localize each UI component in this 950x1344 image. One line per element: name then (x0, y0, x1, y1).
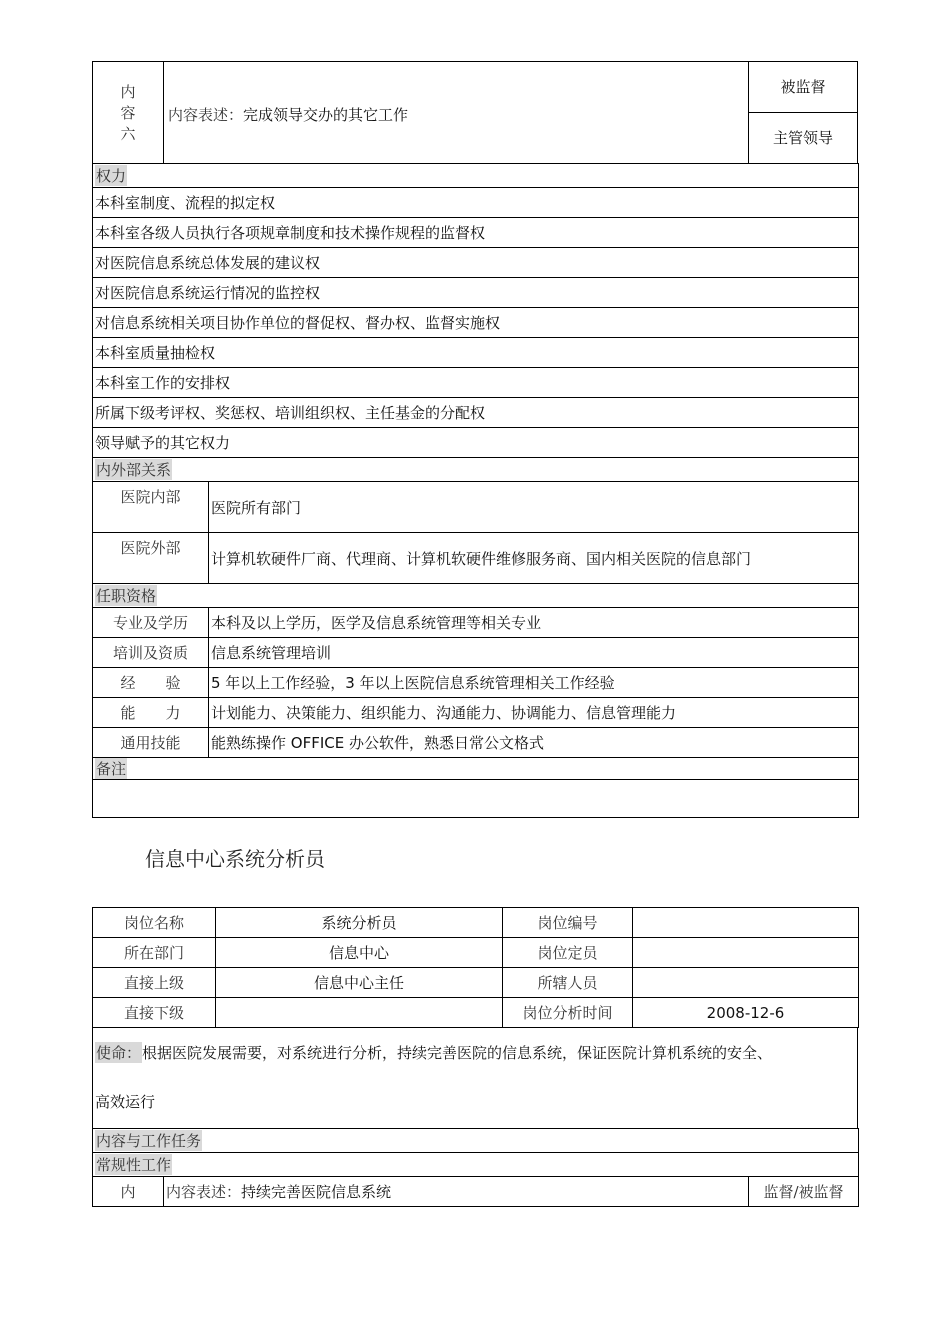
relations-outer-value: 计算机软硬件厂商、代理商、计算机软硬件维修服务商、国内相关医院的信息部门 (209, 533, 859, 584)
power-item: 本科室工作的安排权 (93, 368, 859, 398)
post-no-value (633, 908, 859, 938)
power-item: 对医院信息系统总体发展的建议权 (93, 248, 859, 278)
subordinate-value (216, 998, 503, 1028)
item6-desc: 完成领导交办的其它工作 (243, 106, 409, 124)
remarks-body (93, 780, 859, 818)
power-heading: 权力 (96, 167, 127, 185)
post-no-label: 岗位编号 (503, 908, 633, 938)
analysis-time-label: 岗位分析时间 (503, 998, 633, 1028)
item6-block (92, 61, 858, 164)
power-item: 本科室各级人员执行各项规章制度和技术操作规程的监督权 (93, 218, 859, 248)
power-heading-cell (93, 164, 859, 188)
power-table (92, 163, 859, 482)
qualification-label: 培训及资质 (93, 638, 209, 668)
post-info-table (92, 907, 859, 1028)
qualification-value: 本科及以上学历，医学及信息系统管理等相关专业 (209, 608, 859, 638)
tasks-heading: 内容与工作任务 (96, 1132, 202, 1150)
power-item: 本科室质量抽检权 (93, 338, 859, 368)
power-item: 本科室制度、流程的拟定权 (93, 188, 859, 218)
qualification-table (92, 583, 859, 758)
staff-value (633, 968, 859, 998)
mission-line2: 高效运行 (95, 1093, 156, 1111)
qualification-heading: 任职资格 (96, 587, 157, 605)
qualification-label: 经 验 (93, 668, 209, 698)
qualification-heading-cell (93, 584, 859, 608)
dept-label: 所在部门 (93, 938, 216, 968)
tasks-heading-cell (93, 1129, 859, 1153)
mission-text: 根据医院发展需要，对系统进行分析，持续完善医院的信息系统，保证医院计算机系统的安全、 (142, 1044, 773, 1062)
item1-desc: 持续完善医院信息系统 (241, 1183, 392, 1201)
qualification-value: 5 年以上工作经验，3 年以上医院信息系统管理相关工作经验 (209, 668, 859, 698)
mission-line1 (95, 1042, 772, 1063)
relations-table (92, 481, 859, 584)
headcount-value (633, 938, 859, 968)
relations-inner-value: 医院所有部门 (209, 482, 859, 533)
item1-table (92, 1176, 859, 1207)
item6-supervised: 被监督 (749, 62, 857, 113)
qualification-value: 能熟练操作 OFFICE 办公软件，熟悉日常公文格式 (209, 728, 859, 758)
relations-inner-label: 医院内部 (93, 482, 209, 533)
item1-desc-cell (164, 1177, 749, 1207)
power-item: 领导赋予的其它权力 (93, 428, 859, 458)
item1-supervision: 监督/被监督 (749, 1177, 859, 1207)
routine-heading: 常规性工作 (96, 1156, 172, 1174)
relations-outer-label: 医院外部 (93, 533, 209, 584)
mission-block (92, 1027, 858, 1129)
power-item: 所属下级考评权、奖惩权、培训组织权、主任基金的分配权 (93, 398, 859, 428)
item6-label: 内 容 六 (93, 62, 164, 163)
superior-value: 信息中心主任 (216, 968, 503, 998)
item1-label: 内 (93, 1177, 164, 1207)
qualification-value: 计划能力、决策能力、组织能力、沟通能力、协调能力、信息管理能力 (209, 698, 859, 728)
tasks-table (92, 1128, 859, 1177)
post-name-label: 岗位名称 (93, 908, 216, 938)
remarks-heading: 备注 (96, 760, 127, 778)
superior-label: 直接上级 (93, 968, 216, 998)
remarks-heading-cell (93, 758, 859, 780)
power-item: 对信息系统相关项目协作单位的督促权、督办权、监督实施权 (93, 308, 859, 338)
qualification-label: 能 力 (93, 698, 209, 728)
dept-value: 信息中心 (216, 938, 503, 968)
qualification-label: 专业及学历 (93, 608, 209, 638)
power-item: 对医院信息系统运行情况的监控权 (93, 278, 859, 308)
remarks-table (92, 757, 859, 818)
analysis-time-value: 2008-12-6 (633, 998, 859, 1028)
section2-title: 信息中心系统分析员 (145, 847, 325, 871)
qualification-label: 通用技能 (93, 728, 209, 758)
routine-heading-cell (93, 1153, 859, 1177)
item6-desc-prefix: 内容表述： (168, 106, 244, 124)
item1-desc-prefix: 内容表述： (166, 1183, 242, 1201)
post-name-value: 系统分析员 (216, 908, 503, 938)
item6-desc-cell (164, 62, 749, 163)
relations-heading-cell (93, 458, 859, 482)
staff-label: 所辖人员 (503, 968, 633, 998)
subordinate-label: 直接下级 (93, 998, 216, 1028)
mission-label: 使命： (96, 1044, 142, 1062)
qualification-value: 信息系统管理培训 (209, 638, 859, 668)
relations-heading: 内外部关系 (96, 461, 172, 479)
headcount-label: 岗位定员 (503, 938, 633, 968)
item6-manager: 主管领导 (772, 129, 833, 147)
